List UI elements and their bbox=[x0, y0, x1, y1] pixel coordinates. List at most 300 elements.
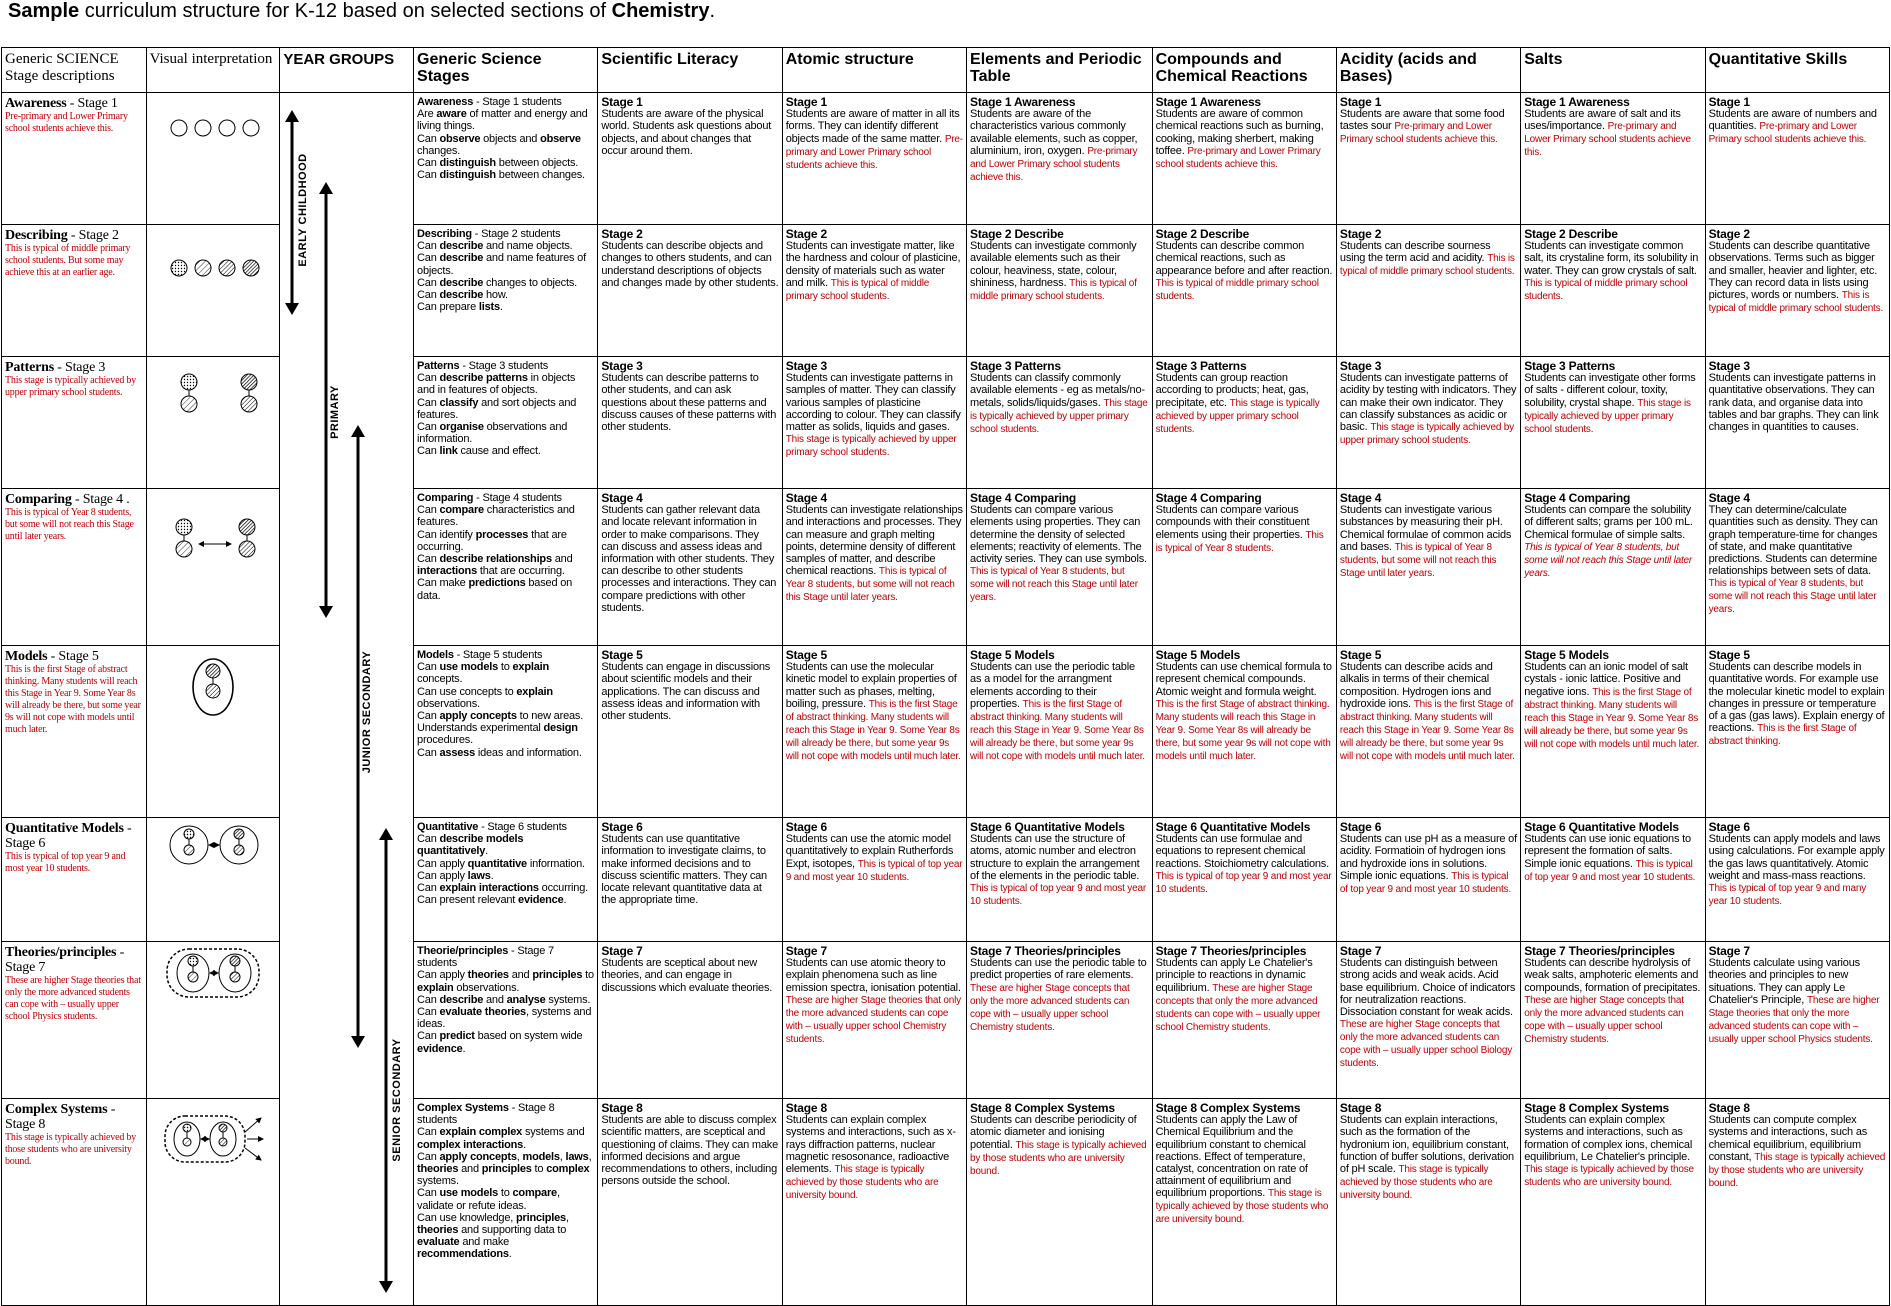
cell-stage-label: Stage 8 Complex Systems bbox=[970, 1101, 1115, 1115]
generic-stage-subtitle: - Stage 4 students bbox=[473, 492, 562, 504]
cell-text: Students can use the atomic model quantitatively to explain Rutherfords Expt, isotopes, bbox=[785, 833, 954, 870]
cell-stage-label: Stage 6 bbox=[1708, 820, 1750, 834]
cell-text: Students can explain interactions, such as the formation of the hydronium ion, equilibrium constant, function of buffer solutions, derivation of pH scale. bbox=[1339, 1114, 1514, 1176]
cell-text: Students can describe objects and changes to others students, and can understand descriptions of objects and changes made by other students. bbox=[601, 240, 779, 289]
header-compounds: Compounds and Chemical Reactions bbox=[1152, 48, 1336, 93]
cell-text: Students can use chemical formula to represent chemical compounds. Atomic weight and formula weight. bbox=[1155, 661, 1332, 698]
header-generic-stages: Generic Science Stages bbox=[414, 48, 598, 93]
header-quantitative: Quantitative Skills bbox=[1705, 48, 1889, 93]
acidity-cell bbox=[1336, 1099, 1520, 1306]
cell-note: This is typical of middle primary school students. bbox=[1708, 290, 1884, 315]
atomic-structure-cell bbox=[782, 357, 966, 489]
generic-stage-skill: Can describe relationships and interactions that are occurring. bbox=[417, 553, 573, 578]
cell-text: Students can investigate patterns in samples of matter. They can classify various samples of plasticine according to colour. They can classify matter as solids, liquids and gases. bbox=[785, 372, 961, 434]
generic-stage-skill: Can apply theories and principles to explain observations. bbox=[417, 969, 594, 994]
compounds-cell bbox=[1152, 1099, 1336, 1306]
acidity-cell bbox=[1336, 942, 1520, 1099]
cell-text: Students are aware of numbers and quantities. bbox=[1708, 108, 1877, 133]
generic-stage-skill: Can apply concepts, models, laws, theories and principles to complex systems. bbox=[417, 1150, 592, 1188]
cell-stage-label: Stage 5 bbox=[1339, 648, 1382, 662]
acidity-cell bbox=[1336, 225, 1520, 357]
cell-note: This is typical of middle primary school students. bbox=[970, 277, 1137, 302]
cell-stage-label: Stage 2 bbox=[1339, 227, 1382, 241]
stage-description bbox=[2, 1099, 147, 1306]
cell-stage-label: Stage 8 bbox=[785, 1101, 827, 1115]
cell-text: Students can describe quantitative observations. Terms such as bigger and smaller, heavier and lighter, etc. They can record data in lists using pictures, words or numbers. bbox=[1708, 240, 1878, 302]
acidity-cell bbox=[1336, 357, 1520, 489]
stage-row bbox=[2, 93, 1890, 225]
year-group-early-childhood: EARLY CHILDHOOD bbox=[297, 153, 309, 267]
scientific-literacy-cell bbox=[598, 646, 782, 818]
cell-note: This stage is typically achieved by those students who are university bound. bbox=[1524, 1164, 1694, 1189]
curriculum-table bbox=[1, 47, 1890, 1306]
quantitative-cell bbox=[1705, 942, 1889, 1099]
cell-note: This is the first Stage of abstract thinking. Many students will reach this Stage in Year 9. Some Year 8s will already be there, but some year 9s will not cope with models until much later. bbox=[785, 698, 961, 762]
cell-stage-label: Stage 3 Patterns bbox=[1524, 359, 1616, 373]
generic-stage-skill: Can make predictions based on data. bbox=[417, 577, 573, 602]
salts-cell bbox=[1521, 489, 1705, 646]
quantitative-cell bbox=[1705, 225, 1889, 357]
cell-text: Students can group reaction according to products; heat, gas, precipitate, etc. bbox=[1155, 372, 1309, 409]
salts-cell bbox=[1521, 1099, 1705, 1306]
stage-note: This is typical of middle primary school students. But some may achieve this at an earlier age. bbox=[5, 243, 131, 278]
cell-text: Students can explain complex systems and interactions, such as formation of complex ions, chemical equilibrium, Le Chatelier's principle. bbox=[1524, 1114, 1693, 1163]
cell-note: This stage is typically achieved by upper primary school students. bbox=[1339, 422, 1514, 447]
stage-note: This is the first Stage of abstract thinking. Many students will reach this Stage in Year 9. Some Year 8s will already be there, but some year 9s will not cope with models until much later. bbox=[5, 664, 141, 735]
compounds-cell bbox=[1152, 818, 1336, 942]
cell-text: Students can use atomic theory to explain phenomena such as line emission spectra, ionisation potential. bbox=[785, 957, 961, 994]
cell-stage-label: Stage 3 bbox=[1708, 359, 1750, 373]
scientific-literacy-cell bbox=[598, 942, 782, 1099]
stage-diagram bbox=[159, 96, 267, 222]
cell-stage-label: Stage 8 bbox=[1708, 1101, 1750, 1115]
stage-name: Awareness bbox=[5, 96, 67, 111]
cell-stage-label: Stage 4 Comparing bbox=[1524, 491, 1631, 505]
compounds-cell bbox=[1152, 357, 1336, 489]
elements-cell bbox=[967, 818, 1153, 942]
stage-diagram bbox=[159, 228, 267, 354]
cell-note: This is typical of Year 8 students, but some will not reach this Stage until later years. bbox=[1708, 578, 1877, 616]
cell-stage-label: Stage 7 bbox=[1708, 944, 1750, 958]
generic-stage-skill: Can classify and sort objects and features. bbox=[417, 396, 577, 421]
elements-cell bbox=[967, 1099, 1153, 1306]
cell-stage-label: Stage 2 bbox=[601, 227, 643, 241]
elements-cell bbox=[967, 225, 1153, 357]
cell-stage-label: Stage 1 Awareness bbox=[970, 95, 1076, 109]
generic-stage-cell bbox=[414, 225, 598, 357]
cell-stage-label: Stage 6 Quantitative Models bbox=[970, 820, 1125, 834]
generic-stage-skill: Can present relevant evidence. bbox=[417, 894, 567, 907]
generic-stage-cell bbox=[414, 818, 598, 942]
cell-stage-label: Stage 5 bbox=[601, 648, 643, 662]
generic-stage-title: Models bbox=[417, 649, 454, 661]
cell-text: Students can investigate patterns in quantitative observations. They can rank data, and organise data into tables and bar graphs. They can link changes in quantities to causes. bbox=[1708, 372, 1879, 434]
cell-text: Students can investigate common salt, its crystaline form, its solubility in water. They can grow crystals of salt. bbox=[1524, 240, 1699, 277]
cell-stage-label: Stage 4 bbox=[1708, 491, 1750, 505]
cell-note: Pre-primary and Lower Primary school students achieve this. bbox=[1708, 121, 1867, 146]
cell-note: This is typical of Year 8 students. bbox=[1155, 529, 1324, 554]
cell-stage-label: Stage 4 bbox=[785, 491, 827, 505]
generic-stage-skill: Can predict based on system wide evidence. bbox=[417, 1030, 583, 1055]
cell-note: These are higher Stage concepts that only the more advanced students can cope with – usually upper school Chemistry students. bbox=[1155, 982, 1321, 1033]
generic-stage-subtitle: - Stage 3 students bbox=[459, 360, 549, 372]
stage-name: Models bbox=[5, 649, 48, 664]
cell-stage-label: Stage 2 bbox=[1708, 227, 1750, 241]
cell-stage-label: Stage 7 bbox=[1339, 944, 1382, 958]
elements-cell bbox=[967, 489, 1153, 646]
stage-number: - Stage 3 bbox=[53, 360, 106, 375]
cell-text: Students can describe acids and alkalis in terms of their chemical composition. Hydrogen ions and hydroxide ions. bbox=[1339, 661, 1493, 710]
cell-note: This is typical of Year 8 students, but some will not reach this Stage until later years. bbox=[1524, 541, 1693, 579]
cell-note: This stage is typically achieved by upper primary school students. bbox=[785, 434, 957, 459]
header-visual: Visual interpretation bbox=[146, 48, 280, 93]
quantitative-cell bbox=[1705, 357, 1889, 489]
cell-text: Students can investigate matter, like the hardness and colour of plasticine, density of materials such as water and milk. bbox=[785, 240, 961, 289]
generic-stage-cell bbox=[414, 93, 598, 225]
acidity-cell bbox=[1336, 646, 1520, 818]
cell-text: Students are aware that some food tastes sour bbox=[1339, 108, 1505, 133]
stage-note: These are higher Stage theories that only the more advanced students can cope with – usually upper school Physics students. bbox=[5, 975, 141, 1022]
generic-stage-skill: Can apply laws. bbox=[417, 869, 494, 882]
stage-number: - Stage 2 bbox=[67, 228, 119, 243]
stage-name: Quantitative Models bbox=[5, 821, 124, 836]
cell-text: Students can use the structure of atoms, atomic number and electron structure to explain the arrangement of the elements in the periodic table. bbox=[970, 833, 1140, 882]
cell-text: Students can compare the solubility of different salts; grams per 100 mL. Chemical formulae of simple salts. bbox=[1524, 504, 1693, 541]
cell-text: Students can use the periodic table as a model for the arrangment elements according to their properties. bbox=[970, 661, 1135, 710]
cell-stage-label: Stage 5 Models bbox=[1524, 648, 1609, 662]
elements-cell bbox=[967, 93, 1153, 225]
salts-cell bbox=[1521, 942, 1705, 1099]
visual-interpretation bbox=[146, 357, 280, 489]
cell-note: This is typical of Year 8 students, but some will not reach this Stage until later years. bbox=[785, 566, 955, 604]
cell-text: Students can compute complex systems and interactions, such as chemical equilibrium, equilibrium constant, bbox=[1708, 1114, 1868, 1163]
scientific-literacy-cell bbox=[598, 357, 782, 489]
stage-note: This stage is typically achieved by those students who are university bound. bbox=[5, 1132, 137, 1167]
cell-note: This is typical of middle primary school students. bbox=[785, 277, 930, 302]
cell-note: This is typical of middle primary school students. bbox=[1339, 253, 1515, 278]
scientific-literacy-cell bbox=[598, 225, 782, 357]
generic-stage-skill: Can distinguish between objects. bbox=[417, 157, 579, 170]
cell-text: Students can describe hydrolysis of weak salts, amphoteric elements and compounds, formation of precipitates. bbox=[1524, 957, 1701, 994]
generic-stage-subtitle: - Stage 2 students bbox=[471, 228, 561, 240]
cell-note: This is the first Stage of abstract thinking. Many students will reach this Stage in Year 9. Some Year 8s will already be there, but some year 9s will not cope with models until much later. bbox=[1524, 686, 1700, 750]
cell-note: Pre-primary and Lower Primary school students achieve this. bbox=[970, 145, 1138, 183]
compounds-cell bbox=[1152, 646, 1336, 818]
cell-text: Students can describe models in quantitative words. For example use the molecular kinetic model to explain changes in pressure or temperature of a gas (gas laws). Explain energy of reactions. bbox=[1708, 661, 1885, 735]
cell-text: Students can investigate various substances by measuring their pH. Chemical formulae of common acids and bases. bbox=[1339, 504, 1512, 553]
generic-stage-skill: Can describe changes to objects. bbox=[417, 276, 577, 289]
cell-text: Students can use formulae and equations to represent chemical reactions. Stoichiometry calculations. bbox=[1155, 833, 1329, 870]
visual-interpretation bbox=[146, 93, 280, 225]
cell-text: Students can use pH as a measure of acidity. Formatioin of hydrogen ions and hydroxide ions in solutions. Simple ionic equations. bbox=[1339, 833, 1517, 882]
cell-note: This is typical of middle primary school students. bbox=[1524, 277, 1688, 302]
header-scientific-literacy: Scientific Literacy bbox=[598, 48, 782, 93]
visual-interpretation bbox=[146, 942, 280, 1099]
cell-stage-label: Stage 8 Complex Systems bbox=[1524, 1101, 1670, 1115]
cell-note: This is typical of Year 8 students, but some will not reach this Stage until later years. bbox=[1339, 541, 1497, 579]
cell-stage-label: Stage 1 Awareness bbox=[1524, 95, 1630, 109]
stage-diagram bbox=[159, 649, 267, 815]
cell-text: Students can investigate commonly available elements such as their colour, heaviness, state, colour, shininess, hardness. bbox=[970, 240, 1137, 289]
cell-text: Students can apply the Law of Chemical Equilibrium and the equilibrium constant to chemical reactions. Effect of temperature, catalyst, concentration on rate of attainment of equilibrium and equilibrium proportions. bbox=[1155, 1114, 1308, 1200]
generic-stage-subtitle: - Stage 6 students bbox=[478, 821, 567, 833]
cell-text: Students are aware of the characteristics various commonly available elements, such as copper, aluminium, iron, oxygen. bbox=[970, 108, 1138, 157]
generic-stage-title: Quantitative bbox=[417, 821, 479, 833]
cell-note: This is typical of top year 9 and most year 10 students. bbox=[1339, 870, 1511, 895]
cell-note: This is the first Stage of abstract thinking. bbox=[1708, 723, 1857, 748]
header-year-groups: YEAR GROUPS bbox=[280, 48, 414, 93]
generic-stage-title: Describing bbox=[417, 228, 472, 240]
cell-note: Pre-primary and Lower Primary school students achieve this. bbox=[1339, 121, 1498, 146]
cell-stage-label: Stage 6 bbox=[1339, 820, 1382, 834]
cell-text: Students can describe sourness using the term acid and acidity. bbox=[1339, 240, 1491, 265]
cell-stage-label: Stage 1 bbox=[601, 95, 643, 109]
cell-stage-label: Stage 3 bbox=[785, 359, 827, 373]
atomic-structure-cell bbox=[782, 942, 966, 1099]
stage-number: - Stage 5 bbox=[47, 649, 99, 664]
cell-stage-label: Stage 7 Theories/principles bbox=[970, 944, 1121, 958]
cell-text: Students can describe common chemical reactions, such as appearance before and after reaction. bbox=[1155, 240, 1333, 277]
cell-note: This stage is typically achieved by upper primary school students. bbox=[1524, 397, 1691, 435]
cell-note: This is typical of top year 9 and most year 10 students. bbox=[1524, 858, 1696, 883]
quantitative-cell bbox=[1705, 93, 1889, 225]
generic-stage-skill: Can use knowledge, principles, theories and supporting data to evaluate and make recommendations. bbox=[417, 1211, 569, 1261]
visual-interpretation bbox=[146, 646, 280, 818]
stage-description bbox=[2, 646, 147, 818]
cell-text: Students can distinguish between strong acids and weak acids. Acid base equilibrium. Choice of indicators for neutralization reactions. Dissociation constant for weak acids. bbox=[1339, 957, 1516, 1019]
generic-stage-skill: Can use models to explain concepts. bbox=[417, 661, 550, 686]
cell-stage-label: Stage 1 Awareness bbox=[1155, 95, 1261, 109]
atomic-structure-cell bbox=[782, 489, 966, 646]
cell-text: Students are able to discuss complex scientific matters, are sceptical and questioning of claims. They can make informed decisions and argue recommendations to others, including persons outside the school. bbox=[601, 1114, 779, 1188]
generic-stage-skill: Can identify processes that are occurring. bbox=[417, 528, 567, 553]
stage-description bbox=[2, 357, 147, 489]
generic-stage-skill: Can compare characteristics and features. bbox=[417, 504, 575, 529]
cell-text: Students can investigate relationships and interactions and processes. They can measure and graph melting points, determine density of different samples of matter, and describe chemical reactions. bbox=[785, 504, 963, 578]
compounds-cell bbox=[1152, 93, 1336, 225]
stage-note: Pre-primary and Lower Primary school students achieve this. bbox=[5, 111, 128, 134]
stage-diagram bbox=[159, 945, 267, 1096]
stage-diagram bbox=[159, 1102, 267, 1303]
cell-stage-label: Stage 7 Theories/principles bbox=[1524, 944, 1675, 958]
cell-text: Students can investigate other forms of salts - different colour, toxity, solubility, crystal shape. bbox=[1524, 372, 1696, 409]
atomic-structure-cell bbox=[782, 1099, 966, 1306]
cell-stage-label: Stage 7 Theories/principles bbox=[1155, 944, 1307, 958]
visual-interpretation bbox=[146, 225, 280, 357]
cell-text: Students can explain complex systems and interactions, such as x-rays diffraction patterns, nuclear magnetic resosonance, radioactive elements. bbox=[785, 1114, 956, 1176]
quantitative-cell bbox=[1705, 1099, 1889, 1306]
generic-stage-skill: Can explain interactions occurring. bbox=[417, 882, 588, 895]
generic-stage-skill: Can describe models quantitatively. bbox=[417, 833, 524, 858]
cell-note: This stage is typically achieved by those students who are university bound. bbox=[785, 1164, 939, 1202]
cell-stage-label: Stage 3 bbox=[601, 359, 643, 373]
cell-stage-label: Stage 5 Models bbox=[970, 648, 1055, 662]
stage-number: - Stage 1 bbox=[66, 96, 118, 111]
cell-text: Students can compare various elements using properties. They can determine the density of selected elements; reactivity of elements. The activity series. They can use symbols. bbox=[970, 504, 1147, 566]
cell-stage-label: Stage 4 Comparing bbox=[970, 491, 1076, 505]
atomic-structure-cell bbox=[782, 93, 966, 225]
header-elements: Elements and Periodic Table bbox=[967, 48, 1153, 93]
scientific-literacy-cell bbox=[598, 93, 782, 225]
cell-note: This stage is typically achieved by those students who are university bound. bbox=[1155, 1188, 1329, 1226]
scientific-literacy-cell bbox=[598, 489, 782, 646]
generic-stage-skill: Can prepare lists. bbox=[417, 301, 503, 314]
scientific-literacy-cell bbox=[598, 1099, 782, 1306]
header-acidity: Acidity (acids and Bases) bbox=[1336, 48, 1520, 93]
cell-note: This is typical of middle primary school students. bbox=[1155, 277, 1319, 302]
quantitative-cell bbox=[1705, 646, 1889, 818]
cell-note: These are higher Stage concepts that only the more advanced students can cope with – usually upper school Chemistry students. bbox=[1524, 994, 1684, 1045]
generic-stage-cell bbox=[414, 489, 598, 646]
cell-note: This is typical of Year 8 students, but some will not reach this Stage until later years. bbox=[970, 566, 1138, 604]
generic-stage-skill: Can describe and name objects. bbox=[417, 240, 573, 253]
header-atomic-structure: Atomic structure bbox=[782, 48, 966, 93]
cell-stage-label: Stage 5 Models bbox=[1155, 648, 1241, 662]
generic-stage-subtitle: - Stage 5 students bbox=[453, 649, 543, 661]
cell-text: Students can an ionic model of salt cystals - ionic lattice. Positive and negative ions. bbox=[1524, 661, 1688, 698]
cell-stage-label: Stage 5 bbox=[1708, 648, 1750, 662]
stage-name: Comparing bbox=[5, 492, 72, 507]
stage-diagram bbox=[159, 821, 267, 939]
cell-note: This stage is typically achieved by upper primary school students. bbox=[970, 397, 1148, 435]
cell-note: These are higher Stage theories that only the more advanced students can cope with – usually upper school Chemistry students. bbox=[785, 994, 961, 1045]
generic-stage-skill: Can explain complex systems and complex interactions. bbox=[417, 1126, 585, 1151]
cell-stage-label: Stage 6 Quantitative Models bbox=[1155, 820, 1311, 834]
generic-stage-skill: Can link cause and effect. bbox=[417, 445, 541, 458]
cell-stage-label: Stage 2 Describe bbox=[1524, 227, 1618, 241]
cell-stage-label: Stage 8 bbox=[601, 1101, 643, 1115]
generic-stage-skill: Can apply concepts to new areas. bbox=[417, 710, 584, 723]
quantitative-cell bbox=[1705, 489, 1889, 646]
cell-note: This is typical of top year 9 and many year 10 students. bbox=[1708, 883, 1867, 908]
stage-name: Theories/principles bbox=[5, 945, 117, 960]
cell-note: This is typical of top year 9 and most year 10 students. bbox=[970, 883, 1146, 908]
salts-cell bbox=[1521, 225, 1705, 357]
atomic-structure-cell bbox=[782, 646, 966, 818]
cell-text: Students can apply models and laws using calculations. For example apply the gas laws quantitatively. Atomic weight and mass-mass reactions. bbox=[1708, 833, 1885, 882]
elements-cell bbox=[967, 646, 1153, 818]
stage-description bbox=[2, 818, 147, 942]
salts-cell bbox=[1521, 93, 1705, 225]
cell-text: Students calculate using various theories and principles to new situations. They can apply Le Chatelier's Principle, bbox=[1708, 957, 1860, 1006]
cell-stage-label: Stage 3 Patterns bbox=[970, 359, 1061, 373]
cell-stage-label: Stage 1 bbox=[1708, 95, 1750, 109]
salts-cell bbox=[1521, 646, 1705, 818]
stage-note: This is typical of Year 8 students, but some will not reach this Stage until later years. bbox=[5, 507, 134, 542]
page-title: Sample curriculum structure for K-12 based on selected sections of Chemistry. bbox=[8, 0, 716, 22]
cell-stage-label: Stage 6 Quantitative Models bbox=[1524, 820, 1679, 834]
generic-stage-subtitle: - Stage 8 students bbox=[417, 1102, 555, 1127]
cell-stage-label: Stage 1 bbox=[785, 95, 827, 109]
cell-stage-label: Stage 7 bbox=[601, 944, 643, 958]
generic-stage-title: Awareness bbox=[417, 96, 474, 108]
header-row bbox=[2, 48, 1890, 93]
generic-stage-title: Patterns bbox=[417, 360, 460, 372]
stage-name: Describing bbox=[5, 228, 68, 243]
generic-stage-skill: Are aware of matter and energy and living things. bbox=[417, 108, 588, 133]
generic-stage-skill: Can organise observations and information. bbox=[417, 421, 568, 446]
generic-stage-title: Theorie/principles bbox=[417, 945, 509, 957]
generic-stage-subtitle: - Stage 7 students bbox=[417, 945, 554, 970]
cell-note: This stage is typically achieved by upper primary school students. bbox=[1155, 397, 1320, 435]
stage-description bbox=[2, 93, 147, 225]
stage-diagram bbox=[159, 360, 267, 486]
stage-number: - Stage 6 bbox=[5, 821, 132, 851]
cell-note: This stage is typically achieved by those students who are university bound. bbox=[970, 1139, 1147, 1177]
generic-stage-cell bbox=[414, 646, 598, 818]
stage-diagram bbox=[159, 492, 267, 643]
header-generic-desc: Generic SCIENCE Stage descriptions bbox=[2, 48, 147, 93]
cell-stage-label: Stage 4 Comparing bbox=[1155, 491, 1262, 505]
stage-name: Patterns bbox=[5, 360, 54, 375]
cell-text: Students can investigate patterns of acidity by testing with indicators. They can make their own indicator. They can classify substances as acidic or basic. bbox=[1339, 372, 1517, 434]
cell-text: Students can describe periodicity of atomic diameter and ionising potential. bbox=[970, 1114, 1137, 1151]
generic-stage-skill: Can describe patterns in objects and in features of objects. bbox=[417, 372, 576, 397]
cell-stage-label: Stage 1 bbox=[1339, 95, 1382, 109]
stage-description bbox=[2, 942, 147, 1099]
generic-stage-skill: Can use concepts to explain observations. bbox=[417, 685, 553, 710]
cell-note: This stage is typically achieved by those students who are university bound. bbox=[1339, 1164, 1493, 1202]
acidity-cell bbox=[1336, 93, 1520, 225]
generic-stage-skill: Can apply quantitative information. bbox=[417, 857, 585, 870]
cell-text: Students can use ionic equations to represent the formation of salts. Simple ionic equations. bbox=[1524, 833, 1691, 870]
cell-stage-label: Stage 3 bbox=[1339, 359, 1382, 373]
cell-note: Pre-primary and Lower Primary school students achieve this. bbox=[785, 133, 963, 171]
cell-stage-label: Stage 5 bbox=[785, 648, 827, 662]
generic-stage-skill: Can describe how. bbox=[417, 289, 508, 302]
cell-stage-label: Stage 4 bbox=[1339, 491, 1382, 505]
cell-text: Students are aware of the physical world. Students ask questions about objects, and about changes that occur around them. bbox=[601, 108, 772, 157]
cell-note: This is the first Stage of abstract thinking. Many students will reach this Stage in Year 9. Some Year 8s will already be there, but some year 9s will not cope with models until much later. bbox=[1155, 698, 1331, 762]
cell-stage-label: Stage 2 Describe bbox=[970, 227, 1064, 241]
generic-stage-cell bbox=[414, 357, 598, 489]
visual-interpretation bbox=[146, 818, 280, 942]
cell-note: This is typical of top year 9 and most year 10 students. bbox=[1155, 870, 1332, 895]
compounds-cell bbox=[1152, 942, 1336, 1099]
stage-note: This stage is typically achieved by upper primary school students. bbox=[5, 375, 137, 398]
stage-number: - Stage 4 . bbox=[71, 492, 130, 507]
cell-stage-label: Stage 6 bbox=[601, 820, 643, 834]
stage-number: - Stage 7 bbox=[5, 945, 125, 975]
cell-note: This is typical of top year 9 and most year 10 students. bbox=[785, 858, 963, 883]
cell-stage-label: Stage 2 Describe bbox=[1155, 227, 1250, 241]
generic-stage-skill: Can distinguish between changes. bbox=[417, 169, 585, 182]
cell-note: Pre-primary and Lower Primary school students achieve this. bbox=[1524, 121, 1691, 159]
cell-note: These are higher Stage theories that only the more advanced students can cope with – usually upper school Physics students. bbox=[1708, 994, 1880, 1045]
generic-stage-title: Comparing bbox=[417, 492, 474, 504]
stage-name: Complex Systems bbox=[5, 1102, 108, 1117]
cell-text: Students are aware of common chemical reactions such as burning, cooking, making sherbert, making toffee. bbox=[1155, 108, 1324, 157]
generic-stage-skill: Can observe objects and observe changes. bbox=[417, 132, 581, 157]
generic-stage-skill: Can use models to compare, validate or refute ideas. bbox=[417, 1187, 560, 1212]
cell-note: This is the first Stage of abstract thinking. Many students will reach this Stage in Year 9. Some Year 8s will already be there, but some year 9s will not cope with models until much later. bbox=[1339, 698, 1515, 762]
stage-description bbox=[2, 489, 147, 646]
compounds-cell bbox=[1152, 489, 1336, 646]
generic-stage-skill: Can assess ideas and information. bbox=[417, 746, 582, 759]
cell-stage-label: Stage 7 bbox=[785, 944, 827, 958]
cell-stage-label: Stage 8 bbox=[1339, 1101, 1382, 1115]
cell-text: Students are sceptical about new theories, and can engage in discussions which evaluate theories. bbox=[601, 957, 773, 994]
cell-stage-label: Stage 4 bbox=[601, 491, 643, 505]
cell-stage-label: Stage 8 Complex Systems bbox=[1155, 1101, 1301, 1115]
cell-note: This stage is typically achieved by those students who are university bound. bbox=[1708, 1151, 1886, 1189]
scientific-literacy-cell bbox=[598, 818, 782, 942]
cell-text: Students are aware of matter in all its forms. They can identify different objects made of the same matter. bbox=[785, 108, 960, 145]
stage-number: - Stage 8 bbox=[5, 1102, 116, 1132]
stage-description bbox=[2, 225, 147, 357]
cell-text: Students can compare various compounds with their constituent elements using their properties. bbox=[1155, 504, 1310, 541]
cell-text: Students can use the molecular kinetic model to explain properties of matter such as phases, melting, boiling, pressure. bbox=[785, 661, 957, 710]
